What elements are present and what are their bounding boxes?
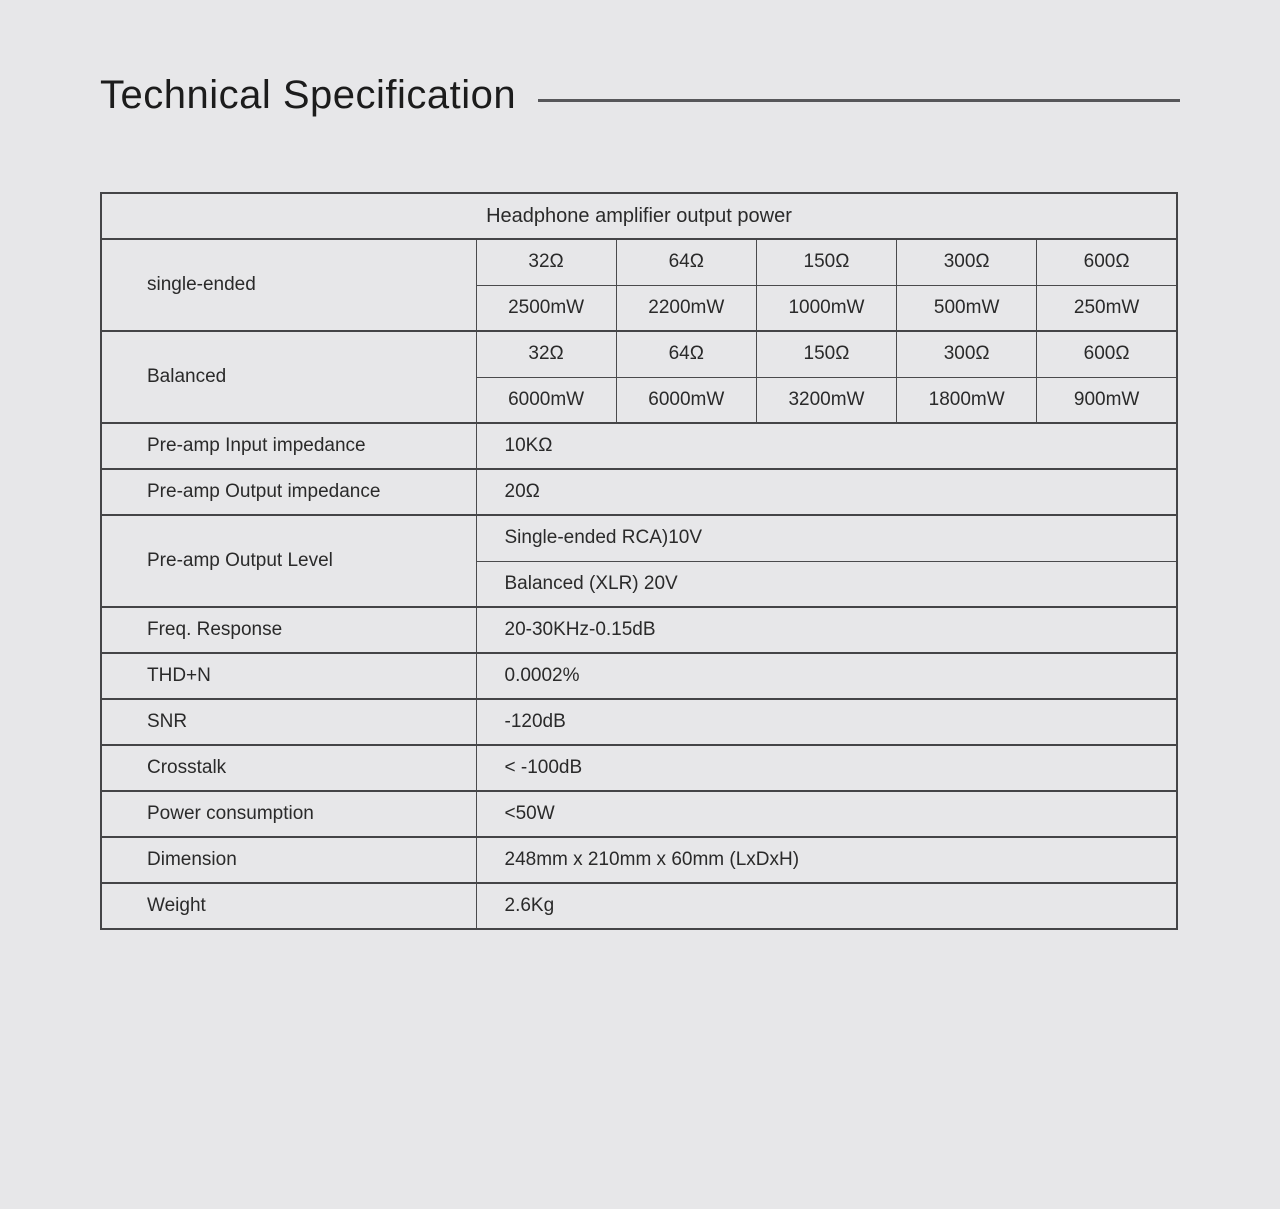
power-cell: 500mW [897, 285, 1037, 331]
row-label: Pre-amp Output Level [101, 515, 476, 607]
row-label-single-ended: single-ended [101, 239, 476, 331]
spec-row-weight [101, 883, 1177, 929]
power-cell: 900mW [1037, 377, 1177, 423]
row-label: Pre-amp Output impedance [101, 469, 476, 515]
power-cell: 1000mW [756, 285, 896, 331]
row-label: Pre-amp Input impedance [101, 423, 476, 469]
single-ended-impedance-row [101, 239, 1177, 285]
row-label: Freq. Response [101, 607, 476, 653]
power-cell: 1800mW [897, 377, 1037, 423]
impedance-cell: 150Ω [756, 331, 896, 377]
power-cell: 6000mW [616, 377, 756, 423]
spec-value: 2.6Kg [476, 883, 1177, 929]
spec-value: Balanced (XLR) 20V [476, 561, 1177, 607]
impedance-cell: 600Ω [1037, 239, 1177, 285]
spec-row-freq-response [101, 607, 1177, 653]
spec-value: Single-ended RCA)10V [476, 515, 1177, 561]
spec-row-preamp-input-impedance [101, 423, 1177, 469]
spec-row-thd-n [101, 653, 1177, 699]
spec-value: <50W [476, 791, 1177, 837]
power-cell: 2500mW [476, 285, 616, 331]
power-cell: 6000mW [476, 377, 616, 423]
title-row [100, 70, 1180, 120]
spec-row-snr [101, 699, 1177, 745]
page-title: Technical Specification [100, 72, 517, 117]
spec-row-preamp-output-level [101, 515, 1177, 561]
impedance-cell: 64Ω [616, 239, 756, 285]
spec-value: 248mm x 210mm x 60mm (LxDxH) [476, 837, 1177, 883]
spec-row-preamp-output-impedance [101, 469, 1177, 515]
spec-row-crosstalk [101, 745, 1177, 791]
spec-value: < -100dB [476, 745, 1177, 791]
impedance-cell: 600Ω [1037, 331, 1177, 377]
impedance-cell: 300Ω [897, 239, 1037, 285]
impedance-cell: 300Ω [897, 331, 1037, 377]
row-label: SNR [101, 699, 476, 745]
spec-row-dimension [101, 837, 1177, 883]
row-label: THD+N [101, 653, 476, 699]
power-cell: 250mW [1037, 285, 1177, 331]
impedance-cell: 64Ω [616, 331, 756, 377]
row-label-balanced: Balanced [101, 331, 476, 423]
spec-value: 0.0002% [476, 653, 1177, 699]
table-header: Headphone amplifier output power [101, 193, 1177, 239]
impedance-cell: 150Ω [756, 239, 896, 285]
spec-value: -120dB [476, 699, 1177, 745]
impedance-cell: 32Ω [476, 239, 616, 285]
power-cell: 3200mW [756, 377, 896, 423]
impedance-cell: 32Ω [476, 331, 616, 377]
row-label: Dimension [101, 837, 476, 883]
spec-row-power-consumption [101, 791, 1177, 837]
power-cell: 2200mW [616, 285, 756, 331]
spec-value: 20Ω [476, 469, 1177, 515]
balanced-impedance-row [101, 331, 1177, 377]
spec-value: 10KΩ [476, 423, 1177, 469]
spec-table [100, 192, 1178, 930]
row-label: Crosstalk [101, 745, 476, 791]
table-header-row [101, 193, 1177, 239]
spec-value: 20-30KHz-0.15dB [476, 607, 1177, 653]
row-label: Weight [101, 883, 476, 929]
title-rule [538, 99, 1180, 102]
row-label: Power consumption [101, 791, 476, 837]
